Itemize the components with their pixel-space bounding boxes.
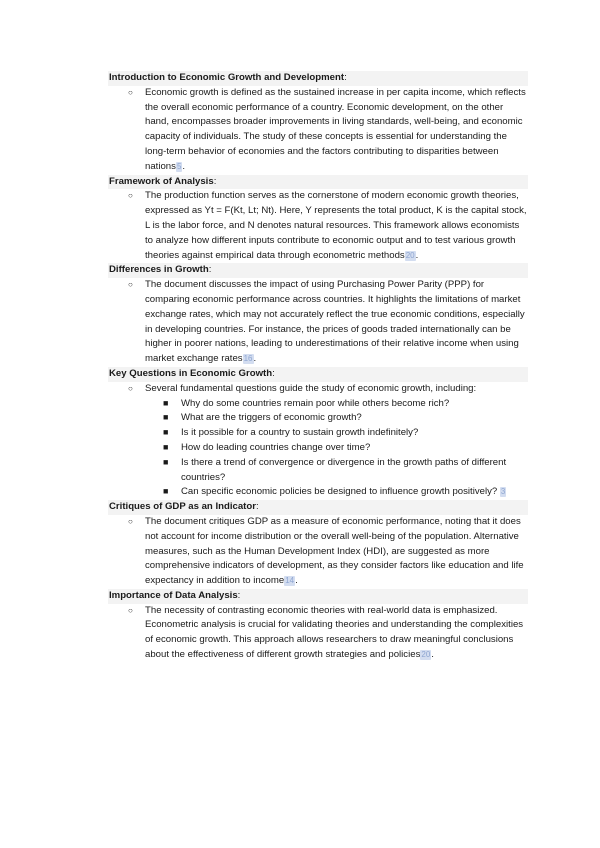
square-bullet-icon: ■ (163, 486, 169, 497)
square-bullet-icon: ■ (163, 397, 169, 408)
section-body-framework: ○ The production function serves as the cornerstone of modern economic growth theories, expressed as Yt = F(Kt, Lt; Nt). Here, Y represents the total product, K is the capital stock, L is the labor force, and N denotes natural resources. This framework allows economists to analyze how different inputs contribute to economic output and to test various growth theories against empirical data through econometric methods20. (128, 190, 527, 261)
list-item: ■ Is it possible for a country to sustain growth indefinitely? (163, 427, 419, 439)
section-body-data-analysis: ○ The necessity of contrasting economic theories with real-world data is emphasized. Econometric analysis is crucial for validating theories and understanding the complexities of economic growth. This approach allows researchers to draw meaningful conclusions about the effectiveness of different growth strategies and policies20. (128, 604, 524, 661)
section-body-key-questions: ○ Several fundamental questions guide the study of economic growth, including: (108, 382, 528, 397)
section-title-differences: Differences in Growth: (108, 263, 528, 278)
square-bullet-icon: ■ (163, 412, 169, 423)
citation-badge[interactable]: 3 (500, 487, 506, 497)
list-item: ■ Is there a trend of convergence or divergence in the growth paths of different countries? (163, 456, 507, 483)
citation-badge[interactable]: 16 (243, 354, 253, 364)
section-body-gdp-critiques: ○ The document critiques GDP as a measure of economic performance, noting that it does not account for income distribution or the overall well-being of the population. Alternative measures, such as the Human Development Index (HDI), are suggested as more comprehensive indicators of development, as they consider factors like education and life expectancy in addition to income14. (128, 515, 524, 587)
square-bullet-icon: ■ (163, 427, 169, 438)
list-item: ■ Why do some countries remain poor while others become rich? (163, 397, 450, 409)
section-body-intro: ○ Economic growth is defined as the sustained increase in per capita income, which reflects the overall economic performance of a country. Economic development, on the other hand, encompasses broader improvements in living standards, well-being, and economic capacity of individuals. The study of these concepts is essential for understanding the long-term behavior of economies and the factors contributing to disparities between nations5. (128, 86, 526, 172)
square-bullet-icon: ■ (163, 456, 169, 467)
citation-badge[interactable]: 14 (285, 576, 295, 586)
square-bullet-icon: ■ (163, 441, 169, 452)
circle-bullet-icon: ○ (128, 191, 133, 201)
citation-badge[interactable]: 20 (421, 650, 431, 660)
section-title-data-analysis: Importance of Data Analysis: (108, 589, 528, 604)
summary-content (108, 71, 528, 663)
list-item: ■ Can specific economic policies be designed to influence growth positively? 3 (163, 486, 506, 498)
citation-badge[interactable]: 20 (405, 250, 415, 260)
section-title-framework: Framework of Analysis: (108, 175, 528, 190)
circle-bullet-icon: ○ (128, 383, 133, 393)
citation-badge[interactable]: 5 (176, 161, 182, 171)
list-item: ■ What are the triggers of economic growth? (163, 412, 362, 424)
section-title-gdp-critiques: Critiques of GDP as an Indicator: (108, 500, 528, 515)
list-item: ■ How do leading countries change over time? (163, 441, 371, 453)
circle-bullet-icon: ○ (128, 87, 133, 97)
circle-bullet-icon: ○ (128, 516, 133, 526)
section-body-differences: ○ The document discusses the impact of using Purchasing Power Parity (PPP) for comparing economic performance across countries. It highlights the limitations of market exchange rates, which may not accurately reflect the true economic conditions, especially in developing countries. For instance, the prices of goods traded internationally can be higher in poorer nations, leading to underestimations of their relative income when using market exchange rates16. (128, 279, 525, 365)
section-title-key-questions: Key Questions in Economic Growth: (108, 367, 528, 382)
circle-bullet-icon: ○ (128, 280, 133, 290)
circle-bullet-icon: ○ (128, 605, 133, 615)
section-title-intro: Introduction to Economic Growth and Development: (108, 71, 528, 86)
